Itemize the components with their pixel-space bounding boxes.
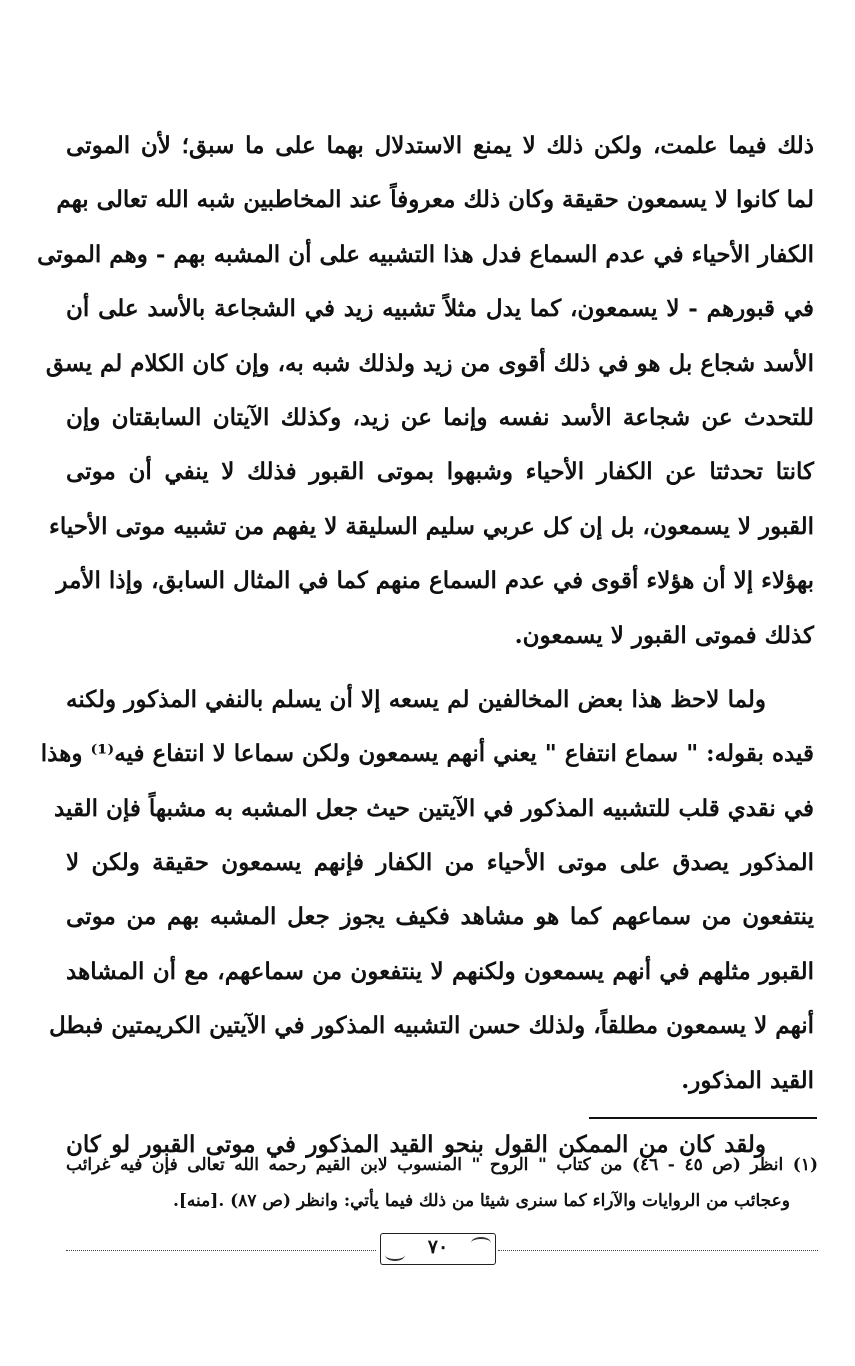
main-text [37,119,814,1172]
text-line: القيد المذكور. [681,1066,814,1094]
text-line: ذلك فيما علمت، ولكن ذلك لا يمنع الاستدلال بهما على ما سبق؛ لأن الموتى [66,132,814,159]
text-line: بهؤلاء إلا أن هؤلاء أقوى في عدم السماع منهم كما في المثال السابق، وإذا الأمر [56,567,814,595]
page-number-frame [380,1233,496,1265]
paragraph-2 [40,673,814,1108]
footer-dotted-rule-right [498,1250,818,1251]
text-line: القبور لا يسمعون، بل إن كل عربي سليم السليقة لا يفهم من تشبيه موتى الأحياء [49,512,814,540]
text-line: ولقد كان من الممكن القول بنحو القيد المذكور في موتى القبور لو كان [66,1131,766,1159]
text-line: في قبورهم - لا يسمعون، كما يدل مثلاً تشبيه زيد في الشجاعة بالأسد على أن [66,295,814,323]
paragraph-gap [66,663,814,673]
text-line: للتحدث عن شجاعة الأسد نفسه وإنما عن زيد، وكذلك الآيتان السابقتان وإن [66,403,814,431]
text-line: كانتا تحدثتا عن الكفار الأحياء وشبهوا بموتى القبور فذلك لا ينفي أن موتى [66,458,814,486]
text-line: القبور مثلهم في أنهم يسمعون ولكنهم لا ينتفعون من سماعهم، مع أن المشاهد [66,957,814,985]
text-line: لما كانوا لا يسمعون حقيقة وكان ذلك معروفاً عند المخاطبين شبه الله تعالى بهم [56,186,814,214]
footnote-line: وعجائب من الروايات والآراء كما سنرى شيئا من ذلك فيما يأتي: وانظر (ص ٨٧) .[منه]. [172,1191,790,1211]
text-line: ولما لاحظ هذا بعض المخالفين لم يسعه إلا أن يسلم بالنفي المذكور ولكنه [66,685,766,713]
footer-dotted-rule-left [66,1250,376,1251]
footnote-separator [589,1117,817,1119]
text-line: في نقدي قلب للتشبيه المذكور في الآيتين حيث جعل المشبه به مشبهاً فإن القيد [53,794,814,822]
footnote [66,1147,818,1219]
text-line: ينتفعون من سماعهم كما هو مشاهد فكيف يجوز جعل المشبه بهم من موتى [66,903,814,931]
page-number: ٧٠ [427,1236,449,1258]
text-line: المذكور يصدق على موتى الأحياء من الكفار فإنهم يسمعون حقيقة ولكن لا [66,849,814,877]
text-line: أنهم لا يسمعون مطلقاً، ولذلك حسن التشبيه المذكور في الآيتين الكريمتين فبطل [48,1012,814,1040]
paragraph-1 [37,119,814,663]
text-line: كذلك فموتى القبور لا يسمعون. [514,621,814,649]
text-line: قيده بقوله: " سماع انتفاع " يعني أنهم يسمعون ولكن سماعا لا انتفاع فيه⁽¹⁾ وهذا [40,740,814,768]
footnote-line: (١) انظر (ص ٤٥ - ٤٦) من كتاب " الروح " المنسوب لابن القيم رحمه الله تعالى فإن فيه غرائب [66,1155,818,1175]
text-line: الأسد شجاع بل هو في ذلك أقوى من زيد ولذلك شبه به، وإن كان الكلام لم يسق [45,349,814,377]
text-line: الكفار الأحياء في عدم السماع فدل هذا التشبيه على أن المشبه بهم - وهم الموتى [37,240,814,268]
